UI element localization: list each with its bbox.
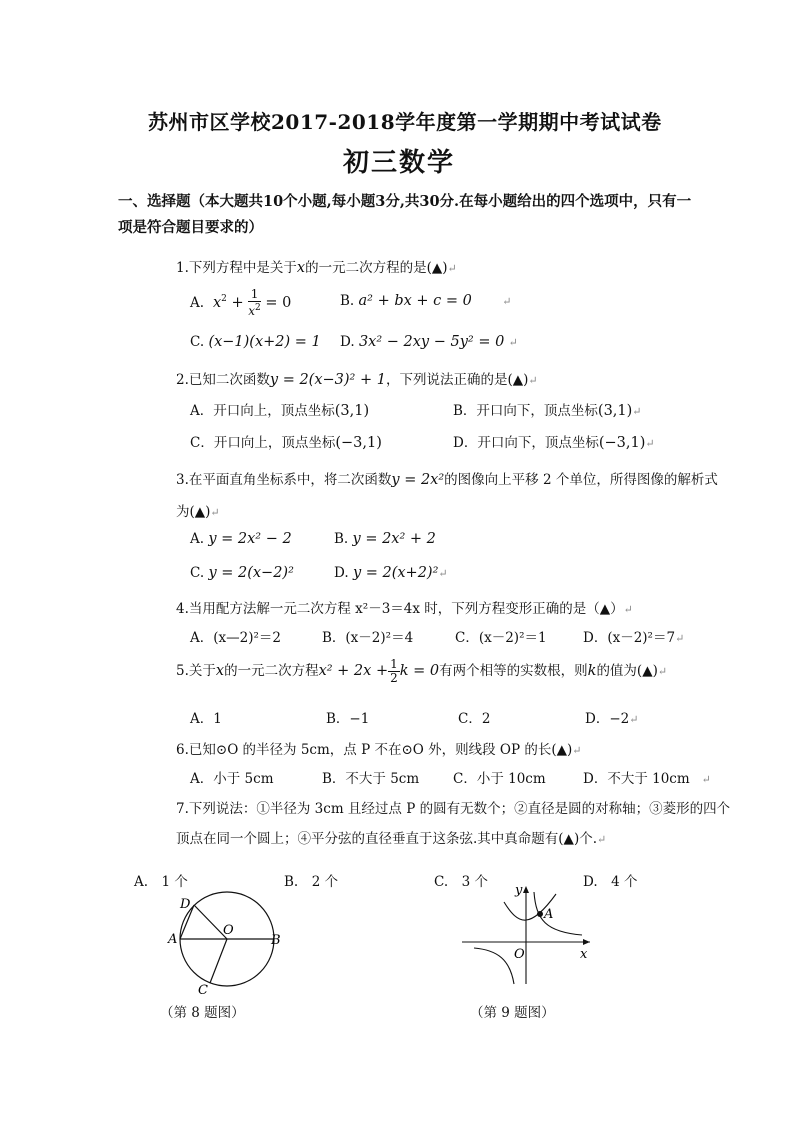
q1-option-b: B. a² + bx + c = 0 ↵	[340, 293, 512, 309]
figure-9-graph-diagram	[458, 880, 598, 990]
section-heading-line1: 一、选择题（本大题共10个小题,每小题3分,共30分.在每小题给出的四个选项中，只有一	[118, 193, 692, 210]
q2-option-d: D．开口向下，顶点坐标(−3,1)↵	[453, 435, 655, 451]
q3-stem-line1: 3.在平面直角坐标系中，将二次函数y = 2x²的图像向上平移 2 个单位，所得图像的解析式	[176, 472, 718, 488]
label-d: D	[180, 897, 191, 912]
q4-option-a: A．(x—2)²＝2	[190, 630, 281, 646]
figure-8-caption: （第 8 题图）	[160, 1005, 245, 1021]
label-a: A	[168, 932, 178, 947]
label-c: C	[198, 983, 208, 998]
label-o: O	[223, 923, 234, 938]
segment-oc	[210, 939, 227, 983]
exam-title: 苏州市区学校2017-2018学年度第一学期期中考试试卷	[148, 110, 662, 134]
q6-option-d: D．不大于 10cm ↵	[583, 771, 711, 787]
q3-stem-line2: 为(▲)↵	[176, 504, 220, 520]
q3-option-d: D. y = 2(x+2)²↵	[334, 565, 448, 581]
hyperbola-branch-left	[474, 948, 514, 984]
q7-stem-line1: 7.下列说法：①半径为 3cm 且经过点 P 的圆有无数个；②直径是圆的对称轴；③菱形的四个	[176, 801, 731, 817]
q4-option-d: D．(x－2)²＝7↵	[583, 630, 685, 646]
q6-option-c: C．小于 10cm	[453, 771, 546, 787]
q6-stem: 6.已知⊙O 的半径为 5cm，点 P 不在⊙O 外，则线段 OP 的长(▲)↵	[176, 742, 582, 758]
point-a	[537, 911, 543, 917]
fraction: $\frac{1}{x^2}$	[248, 287, 261, 318]
q5-option-d: D．−2↵	[585, 711, 639, 727]
q7-option-d: D. 4 个	[583, 874, 638, 890]
q5-option-b: B．−1	[326, 711, 370, 727]
q4-option-c: C．(x－2)²＝1	[455, 630, 547, 646]
q1-option-c: C. (x−1)(x+2) = 1	[190, 334, 321, 350]
q4-stem: 4.当用配方法解一元二次方程 x²－3＝4x 时，下列方程变形正确的是（▲）↵	[176, 601, 633, 617]
label-y: y	[515, 883, 523, 898]
q7-stem-line2: 顶点在同一个圆上；④平分弦的直径垂直于这条弦.其中真命题有(▲)个.↵	[176, 831, 607, 847]
q2-option-c: C．开口向上，顶点坐标(−3,1)	[190, 435, 382, 451]
y-axis-arrow	[523, 886, 529, 893]
q2-stem: 2.已知二次函数y = 2(x−3)² + 1，下列说法正确的是(▲)↵	[176, 372, 538, 388]
q3-option-c: C. y = 2(x−2)²	[190, 565, 294, 581]
q6-option-a: A．小于 5cm	[190, 771, 274, 787]
exam-subject: 初三数学	[343, 148, 456, 178]
q5-option-a: A．1	[190, 711, 222, 727]
label-o: O	[514, 947, 525, 962]
q7-option-a: A. 1 个	[134, 874, 188, 890]
label-b: B	[271, 933, 281, 948]
q2-option-b: B．开口向下，顶点坐标(3,1)↵	[453, 403, 642, 419]
label-a: A	[544, 907, 554, 922]
q2-option-a: A．开口向上，顶点坐标(3,1)	[190, 403, 370, 419]
q6-option-b: B．不大于 5cm	[322, 771, 420, 787]
q1-option-a: A. $x^2$ + $\frac{1}{x^2}$ = 0	[190, 287, 292, 318]
q1-option-d: D. 3x² − 2xy − 5y² = 0 ↵	[340, 334, 518, 350]
x-axis-arrow	[583, 939, 590, 945]
q4-option-b: B．(x－2)²＝4	[322, 630, 414, 646]
q7-option-c: C. 3 个	[434, 874, 489, 890]
section-heading-line2: 项是符合题目要求的）	[118, 219, 263, 236]
q1-stem: 1.下列方程中是关于x的一元二次方程的是(▲)↵	[176, 260, 457, 276]
figure-9-caption: （第 9 题图）	[470, 1005, 555, 1021]
figure-8-circle-diagram	[160, 888, 295, 998]
fraction: $\frac{1}{2}$	[390, 657, 398, 685]
q7-option-b: B. 2 个	[284, 874, 339, 890]
q5-stem: 5.关于x的一元二次方程x² + 2x + $\frac{1}{2}$ k = 0有两个相等的实数根，则k的值为(▲)↵	[176, 657, 668, 685]
q5-option-c: C．2	[458, 711, 491, 727]
q3-option-b: B. y = 2x² + 2	[334, 531, 436, 547]
label-x: x	[580, 947, 588, 962]
q3-option-a: A. y = 2x² − 2	[190, 531, 292, 547]
